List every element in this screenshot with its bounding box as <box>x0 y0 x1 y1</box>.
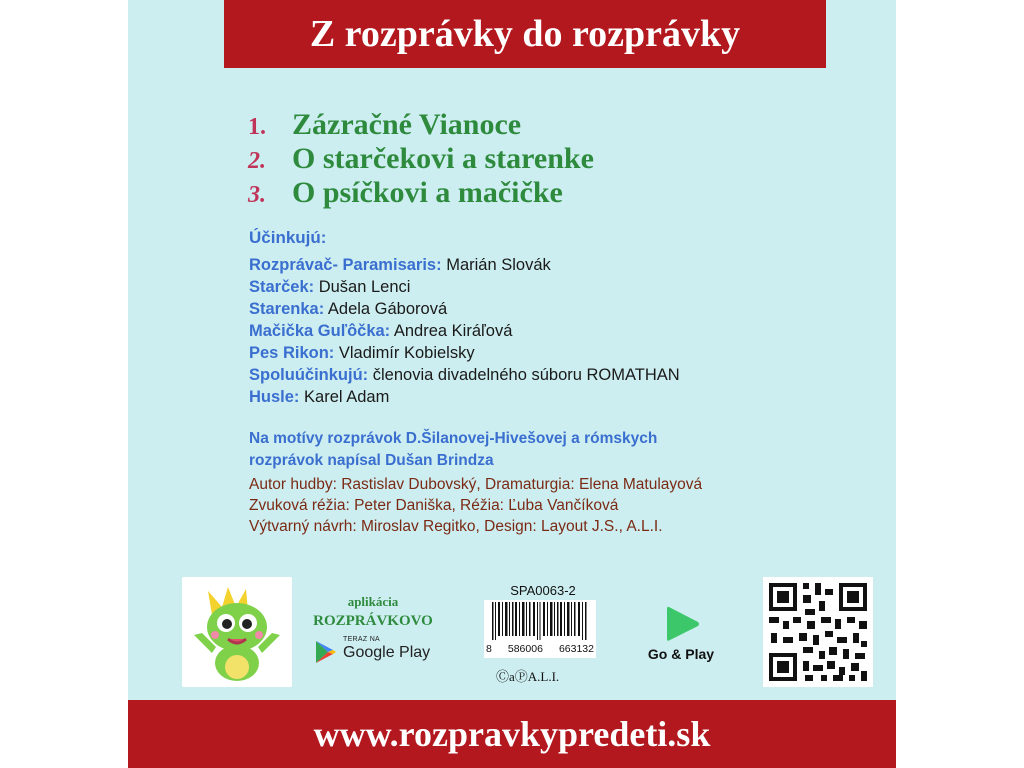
credit-line: Zvuková réžia: Peter Daniška, Réžia: Ľuba Vančíková <box>249 497 619 514</box>
app-name: ROZPRÁVKOVO <box>313 613 433 629</box>
story-list <box>248 108 594 210</box>
story-title: Zázračné Vianoce <box>292 108 522 141</box>
cast-row <box>249 278 680 300</box>
cast-row <box>249 366 680 388</box>
cast-row <box>249 256 680 278</box>
album-cover <box>128 0 896 768</box>
dragon-mascot-icon <box>182 577 292 687</box>
cast-heading: Účinkujú: <box>249 228 327 247</box>
cast-name: Marián Slovák <box>446 256 551 274</box>
cast-name: Vladimír Kobielsky <box>338 344 475 362</box>
barcode-digits <box>484 640 596 658</box>
album-title: Z rozprávky do rozprávky <box>309 13 741 55</box>
cast-name: Andrea Kiráľová <box>393 322 513 340</box>
cast-role: Rozprávač- Paramisaris: <box>249 256 442 274</box>
go-and-play-label: Go & Play <box>647 646 715 662</box>
cast-role: Spoluúčinkujú: <box>249 366 369 384</box>
copyright-notice: ⒸaⓅA.L.I. <box>496 669 560 684</box>
app-label: aplikácia <box>347 594 399 609</box>
cast-role: Husle: <box>249 388 300 406</box>
google-play-badge[interactable] <box>311 636 431 666</box>
badge-store-name: Google Play <box>343 644 431 661</box>
cast-row <box>249 322 680 344</box>
cast-row <box>249 388 680 410</box>
barcode-digits-right: 663132 <box>558 643 594 655</box>
credit-line: Výtvarný návrh: Miroslav Regitko, Design: Layout J.S., A.L.I. <box>249 518 663 535</box>
note-line: Na motívy rozprávok D.Šilanovej-Hivešovej a rómskych <box>249 430 658 447</box>
story-item <box>248 108 594 142</box>
cast-name: Adela Gáborová <box>327 300 448 318</box>
barcode-digits-left: 586006 <box>507 643 543 655</box>
barcode-digit-first: 8 <box>486 643 492 655</box>
website-url[interactable]: www.rozpravkypredeti.sk <box>313 714 711 754</box>
cast-row <box>249 344 680 366</box>
note-line: rozprávok napísal Dušan Brindza <box>249 452 494 469</box>
play-triangle-icon[interactable] <box>665 604 701 644</box>
story-item <box>248 176 594 210</box>
story-number: 1. <box>248 114 266 140</box>
cast-role: Starček: <box>249 278 315 296</box>
story-title: O psíčkovi a mačičke <box>292 176 563 209</box>
barcode-bars <box>484 600 596 640</box>
story-number: 3. <box>248 182 266 208</box>
adaptation-note <box>249 428 749 472</box>
story-number: 2. <box>248 148 266 174</box>
badge-small-text: TERAZ NA <box>343 636 381 643</box>
credit-line: Autor hudby: Rastislav Dubovský, Dramaturgia: Elena Matulayová <box>249 476 703 493</box>
catalog-number: SPA0063-2 <box>510 583 576 598</box>
story-item <box>248 142 594 176</box>
cast-name: Karel Adam <box>304 388 390 406</box>
google-play-icon <box>315 640 337 664</box>
footer-banner <box>128 700 896 768</box>
cast-name: členovia divadelného súboru ROMATHAN <box>372 366 680 384</box>
production-credits <box>249 474 702 537</box>
cast-name: Dušan Lenci <box>318 278 411 296</box>
cast-list <box>249 256 680 410</box>
qr-code-icon[interactable] <box>763 577 873 687</box>
cast-role: Starenka: <box>249 300 325 318</box>
cast-role: Mačička Guľôčka: <box>249 322 391 340</box>
cast-row <box>249 300 680 322</box>
cast-role: Pes Rikon: <box>249 344 335 362</box>
title-banner <box>224 0 826 68</box>
story-title: O starčekovi a starenke <box>292 142 594 175</box>
